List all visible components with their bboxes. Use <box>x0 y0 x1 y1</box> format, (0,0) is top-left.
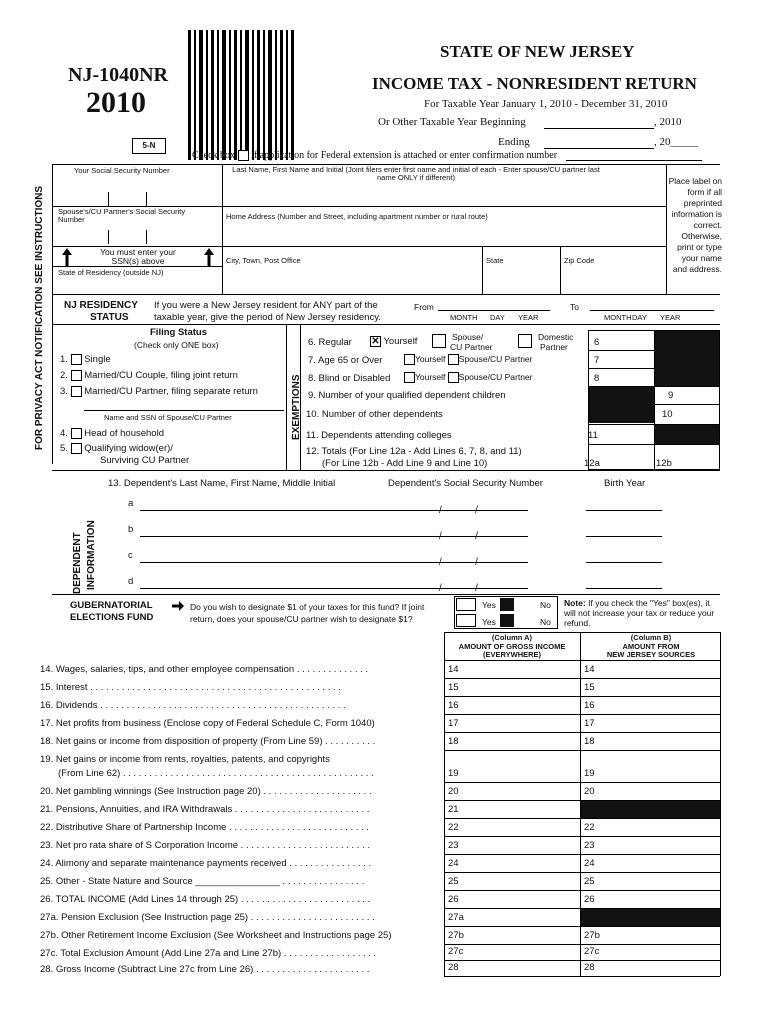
option-number: 4. <box>60 428 68 440</box>
column-a-input[interactable]: 25 <box>448 876 459 887</box>
dependent-birth-input[interactable] <box>586 536 662 537</box>
line12-label-1: 12. Totals (For Line 12a - Add Lines 6, 7, 8, and 11) <box>306 446 522 457</box>
other-year-label: Or Other Taxable Year Beginning <box>378 116 526 128</box>
row-divider <box>444 782 720 783</box>
box7-input[interactable]: 7 <box>594 355 600 366</box>
income-line-label: 15. Interest . . . . . . . . . . . . . . . . . . . . . . . . . . . . . . . . . . . . . . . . . . . . . . . . <box>40 682 341 693</box>
income-line-label: 20. Net gambling winnings (See Instruction page 20) . . . . . . . . . . . . . . . . . . . . . <box>40 786 372 797</box>
column-a-input[interactable]: 26 <box>448 894 459 905</box>
must-enter-text: You must enter your SSN(s) above <box>100 247 176 266</box>
column-a-header <box>444 634 580 660</box>
income-line-label: 27b. Other Retirement Income Exclusion (See Worksheet and Instructions page 25) <box>40 930 392 941</box>
residency-title-1: NJ RESIDENCY <box>64 300 138 311</box>
box9-input[interactable]: 9 <box>668 390 674 401</box>
dependent-name-input[interactable] <box>140 588 390 589</box>
slash-text: / / <box>439 505 478 516</box>
row-divider <box>444 714 720 715</box>
income-line-label: 16. Dividends . . . . . . . . . . . . . . . . . . . . . . . . . . . . . . . . . . . . . . . . . . . . . . . <box>40 700 346 711</box>
domestic-label-2: Partner <box>540 342 568 352</box>
dependent-name-input[interactable] <box>140 536 390 537</box>
column-b-input[interactable]: 19 <box>584 768 595 779</box>
row-divider <box>444 854 720 855</box>
gub-text-1: Do you wish to designate $1 of your taxes for this fund? If joint <box>190 602 425 612</box>
zip-input[interactable] <box>564 266 662 292</box>
widow-checkbox[interactable] <box>71 443 82 454</box>
from-day: DAY <box>490 313 505 322</box>
from-label: From <box>414 302 434 312</box>
blind-yourself-checkbox[interactable] <box>404 372 415 383</box>
income-line-label-2: (From Line 62) . . . . . . . . . . . . . . . . . . . . . . . . . . . . . . . . . . . . . . . . . . . . . . . . <box>58 768 374 779</box>
barcode-icon <box>186 30 296 160</box>
column-a-input[interactable]: 16 <box>448 700 459 711</box>
column-a-line: (Column A) <box>491 633 533 642</box>
gub-spouse-yes-label: Yes <box>482 617 496 627</box>
yourself-label: Yourself <box>383 336 418 348</box>
residency-state-input[interactable] <box>58 278 218 292</box>
box12b-input[interactable]: 12b <box>656 458 672 469</box>
line10-label: 10. Number of other dependents <box>306 409 443 420</box>
to-month: MONTH <box>604 313 632 322</box>
dependent-ssn-header: Dependent's Social Security Number <box>388 478 543 489</box>
column-a-input[interactable]: 19 <box>448 768 459 779</box>
column-b-input[interactable]: 16 <box>584 700 595 711</box>
row-divider <box>444 944 720 945</box>
head-label: Head of household <box>84 428 164 440</box>
spouse-ssn-input[interactable] <box>58 224 218 244</box>
domestic-partner-checkbox[interactable] <box>518 334 532 348</box>
line7-checks <box>404 354 532 365</box>
column-a-input[interactable]: 22 <box>448 822 459 833</box>
arrow-up-icon <box>204 248 214 266</box>
spouse-regular-label-1: Spouse/ <box>452 332 484 342</box>
row-divider <box>444 890 720 891</box>
column-b-input[interactable]: 15 <box>584 682 595 693</box>
extension-check-label: Check box <box>192 150 236 161</box>
from-date-input[interactable] <box>438 310 550 311</box>
column-b-line: (Column B) <box>630 633 672 642</box>
row-letter: c <box>128 550 133 561</box>
blind-spouse-label: Spouse/CU Partner <box>458 372 533 382</box>
separate-checkbox[interactable] <box>71 386 82 397</box>
gub-checkbox-frame <box>454 596 558 629</box>
filing-status-title: Filing Status <box>150 327 207 338</box>
column-a-input[interactable]: 28 <box>448 962 459 973</box>
gub-spouse-no-label: No <box>540 617 551 627</box>
column-b-input[interactable]: 27c <box>584 946 600 957</box>
income-line-label: 19. Net gains or income from rents, royalties, patents, and copyrights <box>40 754 330 765</box>
to-year: YEAR <box>660 313 681 322</box>
name-label: Last Name, First Name and Initial (Joint filers enter first name and initial of each - Enter spouse/CU partner last name ONLY if different) <box>232 165 600 182</box>
row-divider <box>444 750 720 751</box>
gub-no-label: No <box>540 600 551 610</box>
row-divider <box>444 732 720 733</box>
from-month: MONTH <box>450 313 478 322</box>
single-label: Single <box>84 354 111 366</box>
line8-checks <box>404 372 532 383</box>
age-spouse-label: Spouse/CU Partner <box>458 354 533 364</box>
ssn-slashes <box>439 498 478 602</box>
row-divider <box>444 818 720 819</box>
column-b-input[interactable]: 23 <box>584 840 595 851</box>
dependent-name-input[interactable] <box>140 562 390 563</box>
note-text: If you check the "Yes" box(es), it will not increase your tax or reduce your refund. <box>564 598 715 628</box>
row-divider <box>444 926 720 927</box>
row-letter: b <box>128 524 134 535</box>
column-a-input[interactable]: 14 <box>448 664 459 675</box>
gub-yes-label: Yes <box>482 600 496 610</box>
income-line-label: 18. Net gains or income from disposition of property (From Line 59) . . . . . . . . . . <box>40 736 376 747</box>
column-a-input[interactable]: 21 <box>448 804 459 815</box>
box10-input[interactable]: 10 <box>662 409 673 420</box>
spouse-ssn-label: Spouse's/CU Partner's Social Security Number <box>58 207 186 224</box>
row-divider <box>444 678 720 679</box>
ending-label: Ending <box>498 136 530 148</box>
state-label: State <box>486 256 504 265</box>
to-day: DAY <box>632 313 647 322</box>
box11-input[interactable]: 11 <box>588 430 598 441</box>
blind-yourself-label: Yourself <box>415 372 446 382</box>
row-divider <box>444 976 720 977</box>
slash-text: / / <box>439 531 478 542</box>
line6-yourself[interactable] <box>370 336 417 347</box>
column-a-input[interactable]: 15 <box>448 682 459 693</box>
extension-row <box>192 150 557 161</box>
arrow-up-icon <box>62 248 72 266</box>
column-a-input[interactable]: 27b <box>448 930 464 941</box>
line8-label: 8. Blind or Disabled <box>308 373 391 384</box>
column-a-line: AMOUNT OF GROSS INCOME <box>458 641 566 651</box>
dependent-birth-input[interactable] <box>586 510 662 511</box>
column-b-input[interactable]: 20 <box>584 786 595 797</box>
to-date-input[interactable] <box>590 310 714 311</box>
ending-input[interactable] <box>544 148 654 149</box>
box-code: 5-N <box>132 138 166 154</box>
taxable-year: For Taxable Year January 1, 2010 - December 31, 2010 <box>424 98 668 110</box>
confirmation-number-input[interactable] <box>566 160 702 161</box>
residency-state-label: State of Residency (outside NJ) <box>58 268 164 277</box>
residency-text-1: If you were a New Jersey resident for ANY part of the <box>154 300 378 311</box>
residency-title-2: STATUS <box>90 312 129 323</box>
line6-label: 6. Regular <box>308 337 352 348</box>
income-line-label: 28. Gross Income (Subtract Line 27c from Line 26) . . . . . . . . . . . . . . . . . . . . . . <box>40 964 370 975</box>
filing-status-subtitle: (Check only ONE box) <box>134 340 219 350</box>
option-number: 3. <box>60 386 68 398</box>
row-divider <box>444 960 720 961</box>
filing-option-1[interactable] <box>60 354 111 365</box>
column-b-line: AMOUNT FROM <box>622 641 680 651</box>
ssn-label: Your Social Security Number <box>74 166 170 175</box>
column-a-input[interactable]: 27a <box>448 912 464 923</box>
ending-end: , 20_____ <box>654 136 698 148</box>
box12a-input[interactable]: 12a <box>584 458 600 469</box>
address-input[interactable] <box>226 222 662 246</box>
row-letter: a <box>128 498 134 509</box>
domestic-label-1: Domestic <box>538 332 574 342</box>
spouse-regular-checkbox[interactable] <box>432 334 446 348</box>
box6-input[interactable]: 6 <box>594 337 600 348</box>
state-input[interactable] <box>486 266 556 292</box>
row-divider <box>444 696 720 697</box>
joint-checkbox[interactable] <box>71 370 82 381</box>
widow-label: Qualifying widow(er)/ <box>84 443 173 455</box>
gub-note <box>564 598 722 628</box>
joint-label: Married/CU Couple, filing joint return <box>84 370 238 382</box>
extension-checkbox[interactable] <box>238 150 249 161</box>
extension-text: if application for Federal extension is attached or enter confirmation number <box>251 150 558 161</box>
dependent-name-input[interactable] <box>140 510 390 511</box>
column-a-input[interactable]: 24 <box>448 858 459 869</box>
income-line-label: 21. Pensions, Annuities, and IRA Withdrawals . . . . . . . . . . . . . . . . . . . . . . . . . . <box>40 804 370 815</box>
filing-option-3[interactable] <box>60 386 258 397</box>
birth-year-header: Birth Year <box>604 478 646 489</box>
age-spouse-checkbox[interactable] <box>448 354 459 365</box>
option-number: 2. <box>60 370 68 382</box>
column-b-input[interactable]: 28 <box>584 962 595 973</box>
slash-text: / / <box>439 583 478 594</box>
yourself-checked-checkbox[interactable]: ✕ <box>371 336 380 347</box>
form-id: NJ-1040NR <box>68 64 168 86</box>
gub-title-2: ELECTIONS FUND <box>70 612 154 623</box>
filing-option-5[interactable] <box>60 443 173 454</box>
spouse-regular-label-2: CU Partner <box>450 342 493 352</box>
line12-label-2: (For Line 12b - Add Line 9 and Line 10) <box>322 458 488 469</box>
column-b-line: NEW JERSEY SOURCES <box>606 650 696 659</box>
column-a-line: (EVERYWHERE) <box>482 650 542 659</box>
column-b-input[interactable]: 22 <box>584 822 595 833</box>
age-yourself-checkbox[interactable] <box>404 354 415 365</box>
age-yourself-label: Yourself <box>415 354 446 364</box>
income-line-label: 17. Net profits from business (Enclose copy of Federal Schedule C, Form 1040) <box>40 718 375 729</box>
column-a-input[interactable]: 20 <box>448 786 459 797</box>
widow-label-2: Surviving CU Partner <box>100 455 190 466</box>
address-label: Home Address (Number and Street, including apartment number or rural route) <box>226 212 488 221</box>
column-b-blocked <box>581 909 720 926</box>
privacy-sidebar-text: FOR PRIVACY ACT NOTIFICATION SEE INSTRUCTIONS <box>34 185 45 450</box>
dependent-vertical-1: DEPENDENT <box>72 532 83 594</box>
option-number: 5. <box>60 443 68 455</box>
column-a-input[interactable]: 23 <box>448 840 459 851</box>
form-year: 2010 <box>86 86 146 119</box>
other-year-end: , 2010 <box>654 116 682 128</box>
to-label: To <box>570 302 579 312</box>
city-input[interactable] <box>226 266 480 292</box>
box8-input[interactable]: 8 <box>594 373 600 384</box>
row-divider <box>444 872 720 873</box>
row-letter: d <box>128 576 134 587</box>
column-b-input[interactable]: 27b <box>584 930 600 941</box>
income-line-label: 27c. Total Exclusion Amount (Add Line 27a and Line 27b) . . . . . . . . . . . . . . . . . . <box>40 948 377 959</box>
column-b-input[interactable]: 25 <box>584 876 595 887</box>
line13-label: 13. Dependent's Last Name, First Name, Middle Initial <box>108 478 336 489</box>
gub-title-1: GUBERNATORIAL <box>70 600 153 611</box>
income-line-label: 14. Wages, salaries, tips, and other employee compensation . . . . . . . . . . . . . . <box>40 664 369 675</box>
option-number: 1. <box>60 354 68 366</box>
line9-label: 9. Number of your qualified dependent children <box>308 390 506 401</box>
zip-label: Zip Code <box>564 256 595 265</box>
single-checkbox[interactable] <box>71 354 82 365</box>
column-b-input[interactable]: 17 <box>584 718 595 729</box>
separate-label: Married/CU Partner, filing separate return <box>84 386 258 398</box>
income-line-label: 24. Alimony and separate maintenance payments received . . . . . . . . . . . . . . . . <box>40 858 372 869</box>
line11-label: 11. Dependents attending colleges <box>306 430 452 441</box>
filing-option-4[interactable] <box>60 428 164 439</box>
column-b-input[interactable]: 14 <box>584 664 595 675</box>
name-input[interactable] <box>226 184 662 206</box>
other-year-begin-input[interactable] <box>544 128 654 129</box>
column-b-input[interactable]: 18 <box>584 736 595 747</box>
spouse-name-ssn-label: Name and SSN of Spouse/CU Partner <box>104 413 232 422</box>
return-title: INCOME TAX - NONRESIDENT RETURN <box>372 74 697 93</box>
arrow-right-icon <box>172 601 184 611</box>
income-line-label: 25. Other - State Nature and Source ________________ . . . . . . . . . . . . . . . . <box>40 876 365 887</box>
head-checkbox[interactable] <box>71 428 82 439</box>
city-label: City, Town, Post Office <box>226 256 301 265</box>
ssn-input[interactable] <box>58 176 218 204</box>
from-year: YEAR <box>518 313 539 322</box>
column-a-input[interactable]: 18 <box>448 736 459 747</box>
column-b-input[interactable]: 24 <box>584 858 595 869</box>
spouse-name-ssn-input[interactable] <box>84 410 284 411</box>
income-line-label: 27a. Pension Exclusion (See Instruction page 25) . . . . . . . . . . . . . . . . . . . . . . . . <box>40 912 375 923</box>
income-line-label: 22. Distributive Share of Partnership Income . . . . . . . . . . . . . . . . . . . . . . . . . . . <box>40 822 369 833</box>
dependent-birth-input[interactable] <box>586 562 662 563</box>
exemptions-label: EXEMPTIONS <box>291 374 302 440</box>
note-title: Note: <box>564 598 586 608</box>
row-divider <box>444 836 720 837</box>
income-line-label: 23. Net pro rata share of S Corporation Income . . . . . . . . . . . . . . . . . . . . . . . . . <box>40 840 370 851</box>
dependent-vertical-2: INFORMATION <box>86 520 97 590</box>
column-a-input[interactable]: 17 <box>448 718 459 729</box>
column-b-header <box>582 634 720 660</box>
column-a-input[interactable]: 27c <box>448 946 464 957</box>
column-b-input[interactable]: 26 <box>584 894 595 905</box>
column-b-blocked <box>581 801 720 818</box>
blind-spouse-checkbox[interactable] <box>448 372 459 383</box>
dependent-birth-input[interactable] <box>586 588 662 589</box>
residency-text-2: taxable year, give the period of New Jersey residency. <box>154 312 381 323</box>
line7-label: 7. Age 65 or Over <box>308 355 383 366</box>
filing-option-2[interactable] <box>60 370 238 381</box>
gub-text-2: return, does your spouse/CU partner wish to designate $1? <box>190 614 413 624</box>
place-label-text: Place label on form if all preprinted information is correct. Otherwise, print or type your name and address. <box>668 176 722 274</box>
income-line-label: 26. TOTAL INCOME (Add Lines 14 through 25) . . . . . . . . . . . . . . . . . . . . . . . . . <box>40 894 371 905</box>
state-title: STATE OF NEW JERSEY <box>440 42 635 61</box>
slash-text: / / <box>439 557 478 568</box>
